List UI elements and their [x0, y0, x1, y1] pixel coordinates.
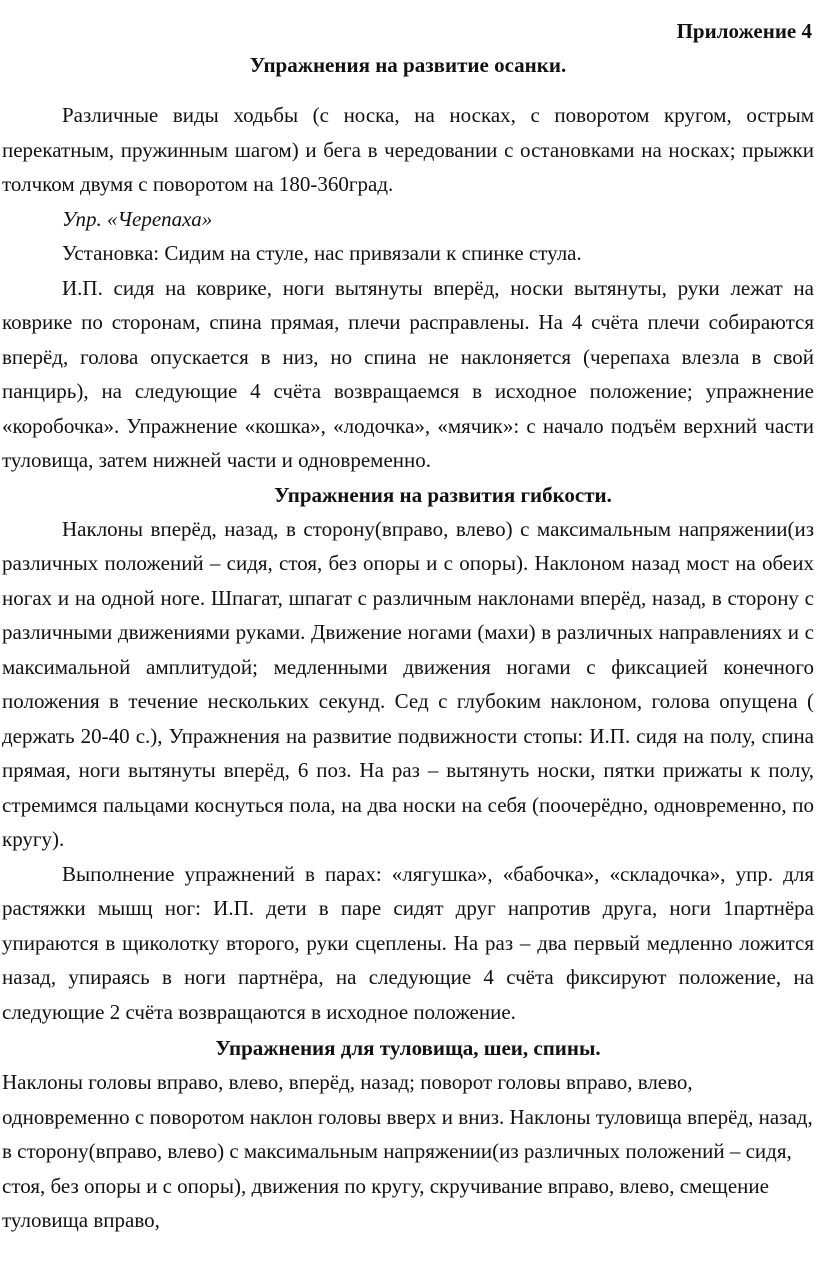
paragraph-head-torso-bends: Наклоны головы вправо, влево, вперёд, назад; поворот головы вправо, влево, одновременно с поворотом наклон головы вверх и вниз. Наклоны туловища вперёд, назад, в сторону(вправо, влево) с максимальным напряжении(из различных положений – сидя, стоя, без опоры и с опоры), движения по кругу, скручивание вправо, влево, смещение туловища вправо, — [2, 1070, 813, 1232]
section-title-flexibility: Упражнения на развития гибкости. — [274, 482, 612, 507]
paragraph-flexibility-bends: Наклоны вперёд, назад, в сторону(вправо, влево) с максимальным напряжении(из различных положений – сидя, стоя, без опоры и с опоры). Наклоном назад мост на обеих ногах и на одной ноге. Шпагат, шпагат с различным наклонами вперёд, назад, в сторону с различными движениями руками. Движение ногами (махи) в различных направлениях и с максимальной амплитудой; медленными движения ногами с фиксацией конечного положения в течение нескольких секунд. Сед с глубоким наклоном, голова опущена ( держать 20-40 с.), Упражнения на развитие подвижности стопы: И.П. сидя на полу, спина прямая, ноги вытянуты вперёд, 6 поз. На раз – вытянуть носки, пятки прижаты к полу, стремимся пальцами коснуться пола, на два носки на себя (поочерёдно, одновременно, по кругу). — [2, 516, 814, 851]
appendix-label: Приложение 4 — [676, 19, 812, 43]
paragraph-pair-exercises: Выполнение упражнений в парах: «лягушка», «бабочка», «складочка», упр. для растяжки мышц ног: И.П. дети в паре сидят друг напротив друга, ноги 1партнёра упираются в щиколотку второго, руки сцеплены. На раз – два первый медленно ложится назад, упираясь в ноги партнёра, на следующие 4 счёта фиксируют положение, на следующие 2 счёта возвращаются в исходное положение. — [2, 861, 814, 1024]
paragraph-walking-types: Различные виды ходьбы (с носка, на носках, с поворотом кругом, острым перекатным, пружинным шагом) и бега в чередовании с остановками на носках; прыжки толчком двумя с поворотом на 180-360град. — [2, 103, 814, 196]
exercise-name-turtle: Упр. «Черепаха» — [62, 206, 213, 231]
paragraph-turtle-description: И.П. сидя на коврике, ноги вытянуты вперёд, носки вытянуты, руки лежат на коврике по сторонам, спина прямая, плечи расправлены. На 4 счёта плечи собираются вперёд, голова опускается в низ, но спина не наклоняется (черепаха влезла в свой панцирь), на следующие 4 счёта возвращаемся в исходное положение; упражнение «коробочка». Упражнение «кошка», «лодочка», «мячик»: с начало подъём верхний части туловища, затем нижней части и одновременно. — [2, 275, 814, 472]
section-title-torso-neck-back: Упражнения для туловища, шеи, спины. — [215, 1036, 601, 1060]
paragraph-setup: Установка: Сидим на стуле, нас привязали к спинке стула. — [62, 241, 582, 265]
section-title-posture: Упражнения на развитие осанки. — [249, 53, 567, 77]
